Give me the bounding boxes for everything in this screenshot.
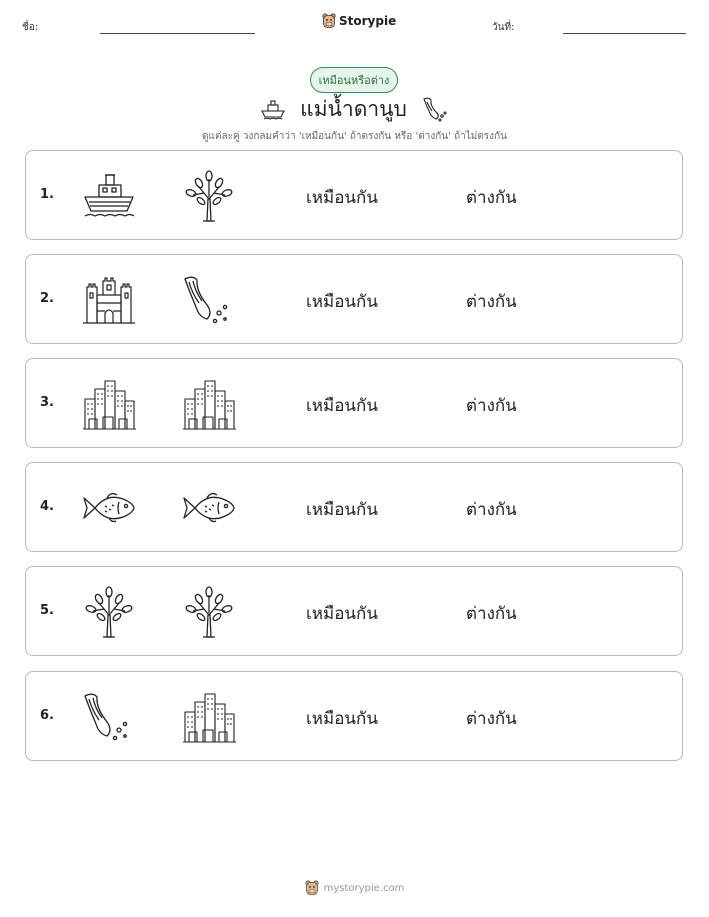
row-number: 4. (40, 499, 54, 514)
name-label: ชื่อ: (22, 22, 39, 33)
row-number: 6. (40, 708, 54, 723)
page-title: แม่น้ำดานูบ (300, 96, 407, 121)
brand-logo (322, 13, 396, 29)
row-number: 5. (40, 603, 54, 618)
option-different[interactable]: ต่างกัน (466, 188, 517, 208)
name-line[interactable] (100, 33, 255, 34)
date-line[interactable] (563, 33, 686, 34)
waterfall-icon (81, 690, 137, 744)
city-icon (181, 690, 237, 744)
boat-icon (81, 169, 137, 223)
option-different[interactable]: ต่างกัน (466, 604, 517, 624)
footer-url[interactable]: mystorypie.com (323, 882, 405, 894)
city-icon (81, 377, 137, 431)
fish-icon (181, 481, 237, 535)
brand-name: Storypie (339, 14, 397, 28)
option-same[interactable]: เหมือนกัน (306, 188, 378, 208)
question-row-3 (25, 358, 683, 448)
bear-icon (305, 880, 319, 896)
footer (0, 880, 709, 896)
row-number: 1. (40, 187, 54, 202)
option-different[interactable]: ต่างกัน (466, 500, 517, 520)
tree-icon (81, 585, 137, 639)
fish-icon (81, 481, 137, 535)
question-row-4 (25, 462, 683, 552)
question-row-1 (25, 150, 683, 240)
waterfall-icon (181, 273, 237, 327)
option-different[interactable]: ต่างกัน (466, 292, 517, 312)
option-same[interactable]: เหมือนกัน (306, 396, 378, 416)
waterfall-icon (421, 96, 449, 122)
question-row-5 (25, 566, 683, 656)
option-different[interactable]: ต่างกัน (466, 396, 517, 416)
option-same[interactable]: เหมือนกัน (306, 292, 378, 312)
date-label: วันที่: (492, 22, 515, 33)
option-different[interactable]: ต่างกัน (466, 709, 517, 729)
activity-badge: เหมือนหรือต่าง (310, 67, 398, 93)
instructions: ดูแต่ละคู่ วงกลมคำว่า 'เหมือนกัน' ถ้าตรงกัน หรือ 'ต่างกัน' ถ้าไม่ตรงกัน (202, 131, 507, 142)
tree-icon (181, 585, 237, 639)
row-number: 2. (40, 291, 54, 306)
question-row-2 (25, 254, 683, 344)
option-same[interactable]: เหมือนกัน (306, 500, 378, 520)
tree-icon (181, 169, 237, 223)
option-same[interactable]: เหมือนกัน (306, 709, 378, 729)
castle-icon (81, 273, 137, 327)
boat-icon (260, 98, 286, 120)
question-row-6 (25, 671, 683, 761)
option-same[interactable]: เหมือนกัน (306, 604, 378, 624)
bear-icon (322, 13, 336, 29)
city-icon (181, 377, 237, 431)
title-row (0, 93, 709, 125)
row-number: 3. (40, 395, 54, 410)
